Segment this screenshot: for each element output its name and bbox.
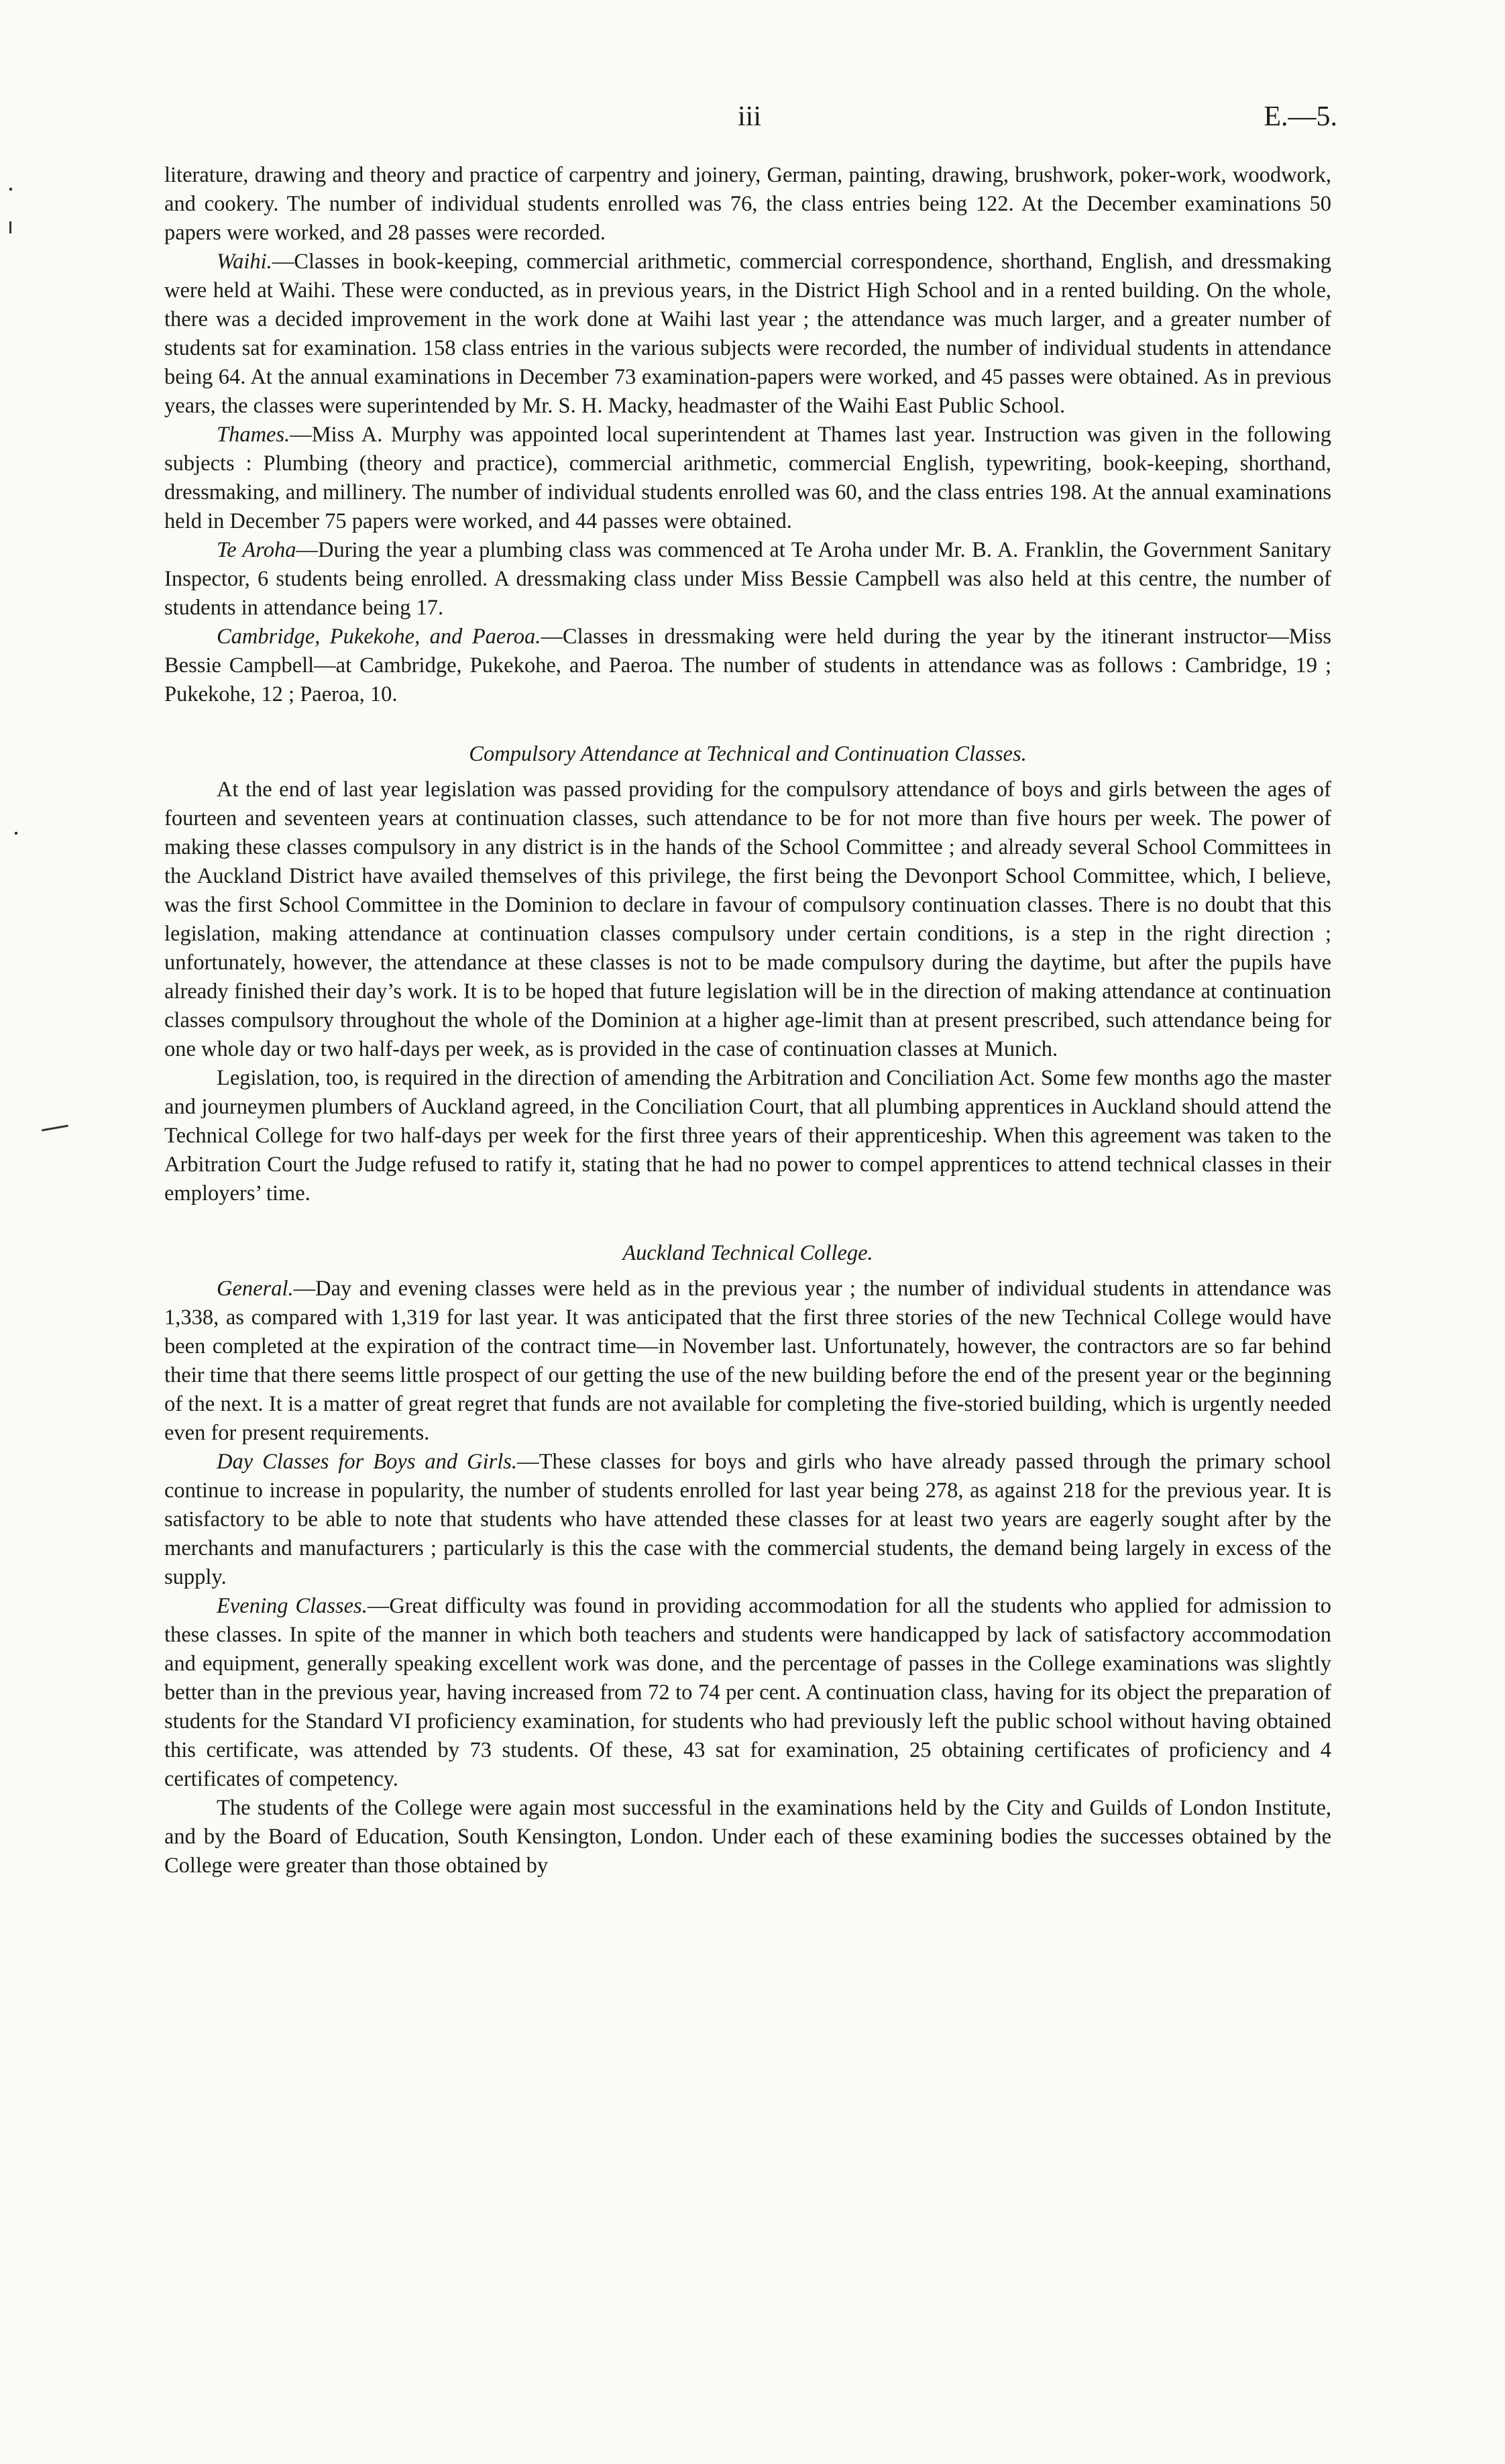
paragraph-text: —Classes in dressmaking were held during the year by the itinerant instructor—Miss Bessie Campbell—at Cambridge, Pukekohe, and Paeroa. The number of students in attendance was as follows : Cambridge, 19 ; Pukekohe, 12 ; Paeroa, 10. [164, 625, 1331, 706]
paragraph-lead: Thames. [217, 423, 290, 447]
paragraph-text: —Day and evening classes were held as in the previous year ; the number of individual students in attendance was 1,338, as compared with 1,319 for last year. It was anticipated that the first three stories of the new Technical College would have been completed at the expiration of the contract time—in November last. Unfortunately, however, the contractors are so far behind their time that there seems little prospect of our getting the use of the new building before the end of the present year or the beginning of the next. It is a matter of great regret that funds are not available for completing the five-storied building, which is urgently needed even for present requirements. [164, 1277, 1331, 1445]
section-heading: Auckland Technical College. [622, 1241, 873, 1265]
scan-speck [9, 188, 12, 191]
document-reference: E.—5. [1264, 101, 1337, 132]
section-heading: Compulsory Attendance at Technical and Continuation Classes. [469, 742, 1027, 766]
paragraph-cambridge [164, 623, 1331, 709]
paragraph [164, 161, 1331, 248]
scan-speck [15, 832, 17, 835]
paragraph-lead: Waihi. [217, 250, 272, 274]
paragraph-lead: Cambridge, Pukekohe, and Paeroa. [217, 625, 541, 649]
paragraph-thames [164, 421, 1331, 536]
paragraph-text: —These classes for boys and girls who have already passed through the primary school continue to increase in popularity, the number of students enrolled for last year being 278, as against 218 for the previous year. It is satisfactory to be able to note that students who have attended these classes for at least two years are eagerly sought after by the merchants and manufacturers ; particularly is this the case with the commercial students, the demand being largely in excess of the supply. [164, 1450, 1331, 1589]
document-body [164, 161, 1331, 1880]
paragraph [164, 1064, 1331, 1208]
paragraph-general [164, 1275, 1331, 1448]
paragraph-te-aroha [164, 536, 1331, 623]
paragraph-text: —Classes in book-keeping, commercial arithmetic, commercial correspondence, shorthand, English, and dressmaking were held at Waihi. These were conducted, as in previous years, in the District High School and in a rented building. On the whole, there was a decided improvement in the work done at Waihi last year ; the attendance was much larger, and a greater number of students sat for examination. 158 class entries in the various subjects were recorded, the number of individual students in attendance being 64. At the annual examinations in December 73 examination-papers were worked, and 45 passes were obtained. As in previous years, the classes were superintended by Mr. S. H. Macky, headmaster of the Waihi East Public School. [164, 250, 1331, 418]
margin-mark [42, 1125, 68, 1132]
paragraph-lead: Te Aroha [217, 538, 296, 562]
paragraph-text: —During the year a plumbing class was commenced at Te Aroha under Mr. B. A. Franklin, the Government Sanitary Inspector, 6 students being enrolled. A dressmaking class under Miss Bessie Campbell was also held at this centre, the number of students in attendance being 17. [164, 538, 1331, 620]
scan-speck [9, 221, 11, 233]
page-number: iii [738, 101, 762, 132]
paragraph-lead: Evening Classes. [217, 1594, 368, 1618]
paragraph-lead: General. [217, 1277, 294, 1301]
page-header [0, 101, 1505, 141]
paragraph-day-classes [164, 1448, 1331, 1592]
paragraph-text: —Miss A. Murphy was appointed local superintendent at Thames last year. Instruction was given in the following subjects : Plumbing (theory and practice), commercial arithmetic, commercial English, typewriting, book-keeping, shorthand, dressmaking, and millinery. The number of individual students enrolled was 60, and the class entries 198. At the annual examinations held in December 75 papers were worked, and 44 passes were obtained. [164, 423, 1331, 533]
paragraph-lead: Day Classes for Boys and Girls. [217, 1450, 518, 1474]
paragraph-evening-classes [164, 1592, 1331, 1794]
paragraph-text: Legislation, too, is required in the direction of amending the Arbitration and Conciliation Act. Some few months ago the master and journeymen plumbers of Auckland agreed, in the Conciliation Court, that all plumbing apprentices in Auckland should attend the Technical College for two half-days per week for the first three years of their apprenticeship. When this agreement was taken to the Arbitration Court the Judge refused to ratify it, stating that he had no power to compel apprentices to attend technical classes in their employers’ time. [164, 1066, 1331, 1206]
paragraph-waihi [164, 248, 1331, 421]
paragraph [164, 1794, 1331, 1880]
paragraph-text: literature, drawing and theory and practice of carpentry and joinery, German, painting, drawing, brushwork, poker-work, woodwork, and cookery. The number of individual students enrolled was 76, the class entries being 122. At the December examinations 50 papers were worked, and 28 passes were recorded. [164, 163, 1331, 245]
paragraph-text: At the end of last year legislation was passed providing for the compulsory attendance of boys and girls between the ages of fourteen and seventeen years at continuation classes, such attendance to be for not more than five hours per week. The power of making these classes compulsory in any district is in the hands of the School Committee ; and already several School Committees in the Auckland District have availed themselves of this privilege, the first being the Devonport School Committee, which, I believe, was the first School Committee in the Dominion to declare in favour of compulsory continuation classes. There is no doubt that this legislation, making attendance at continuation classes compulsory under certain conditions, is a step in the right direction ; unfortunately, however, the attendance at these classes is not to be made compulsory during the daytime, but after the pupils have already finished their day’s work. It is to be hoped that future legislation will be in the direction of making attendance at continuation classes compulsory throughout the whole of the Dominion at a higher age-limit than at present prescribed, such attendance being for one whole day or two half-days per week, as is provided in the case of continuation classes at Munich. [164, 778, 1331, 1061]
paragraph-text: The students of the College were again most successful in the examinations held by the City and Guilds of London Institute, and by the Board of Education, South Kensington, London. Under each of these examining bodies the successes obtained by the College were greater than those obtained by [164, 1796, 1331, 1878]
paragraph-text: —Great difficulty was found in providing accommodation for all the students who applied for admission to these classes. In spite of the manner in which both teachers and students were handicapped by lack of satisfactory accommodation and equipment, generally speaking excellent work was done, and the percentage of passes in the College examinations was slightly better than in the previous year, having increased from 72 to 74 per cent. A continuation class, having for its object the preparation of students for the Standard VI proficiency examination, for students who had previously left the public school without having obtained this certificate, was attended by 73 students. Of these, 43 sat for examination, 25 obtaining certificates of proficiency and 4 certificates of competency. [164, 1594, 1331, 1791]
paragraph [164, 775, 1331, 1064]
